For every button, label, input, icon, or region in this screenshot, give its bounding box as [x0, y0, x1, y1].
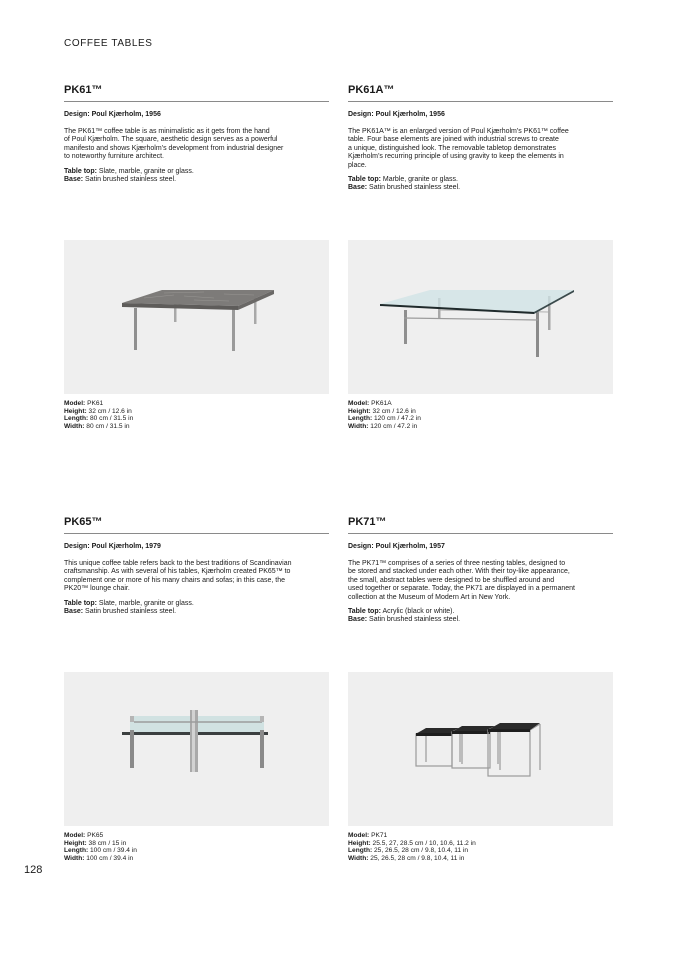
dimensions-pk61a: Model: PK61A Height: 32 cm / 12.6 in Length: 120 cm / 47.2 in Width: 120 cm / 47.2 in — [348, 400, 421, 430]
materials: Table top: Slate, marble, granite or glass. Base: Satin brushed stainless steel. — [64, 599, 194, 616]
divider — [348, 101, 613, 102]
divider — [64, 101, 329, 102]
product-description: The PK61A™ is an enlarged version of Poul Kjærholm’s PK61™ coffee table. Four base elements are joined with industrial screws to create a unique, distinguished look. The removable tabletop demonstrates Kjærholm’s recurring principle of using gravity to keep the elements in place. — [348, 128, 569, 169]
divider — [64, 533, 329, 534]
page-number: 128 — [24, 864, 43, 876]
designer-credit: Design: Poul Kjærholm, 1956 — [348, 111, 445, 118]
product-name: PK61A™ — [348, 84, 395, 96]
designer-credit: Design: Poul Kjærholm, 1956 — [64, 111, 161, 118]
product-photo-pk61a — [348, 240, 613, 394]
materials: Table top: Marble, granite or glass. Base: Satin brushed stainless steel. — [348, 176, 461, 192]
dimensions-pk65: Model: PK65 Height: 38 cm / 15 in Length: 100 cm / 39.4 in Width: 100 cm / 39.4 in — [64, 832, 137, 862]
product-pk65 — [64, 516, 329, 616]
product-photo-pk61 — [64, 240, 329, 394]
product-name: PK65™ — [64, 516, 103, 528]
designer-credit: Design: Poul Kjærholm, 1957 — [348, 543, 445, 550]
divider — [348, 533, 613, 534]
product-photo-pk65 — [64, 672, 329, 826]
product-name: PK61™ — [64, 84, 103, 96]
dimensions-pk71: Model: PK71 Height: 25.5, 27, 28.5 cm / 10, 10.6, 11.2 in Length: 25, 26.5, 28 cm / 9.8, 10.4, 11 in Width: 25, 26.5, 28 cm / 9.8, 10.4, 11 in — [348, 832, 476, 862]
dimensions-pk61: Model: PK61 Height: 32 cm / 12.6 in Length: 80 cm / 31.5 in Width: 80 cm / 31.5 in — [64, 400, 134, 430]
product-pk71 — [348, 516, 613, 625]
designer-credit: Design: Poul Kjærholm, 1979 — [64, 543, 161, 550]
product-description: The PK61™ coffee table is as minimalistic as it gets from the hand of Poul Kjærholm. The square, aesthetic design serves as a powerful manifesto and shows Kjærholm’s development from industrial designer to noteworthy furniture architect. — [64, 128, 284, 161]
product-photo-pk71 — [348, 672, 613, 826]
product-pk61a — [348, 84, 613, 193]
materials: Table top: Acrylic (black or white). Base: Satin brushed stainless steel. — [348, 608, 461, 624]
product-pk61 — [64, 84, 329, 184]
product-name: PK71™ — [348, 516, 387, 528]
materials: Table top: Slate, marble, granite or glass. Base: Satin brushed stainless steel. — [64, 167, 194, 184]
product-description: This unique coffee table refers back to the best traditions of Scandinavian craftsmanship. As with several of his tables, Kjærholm created PK65™ to complement one or more of his many chairs and sofas; in this case, the PK20™ lounge chair. — [64, 560, 292, 593]
product-description: The PK71™ comprises of a series of three nesting tables, designed to be stored and stacked under each other. With their toy-like appearance, the small, abstract tables were designed to be shuffled around and used together or separate. Today, the PK71 are displayed in a permanent collection at the Museum of Modern Art in New York. — [348, 560, 576, 601]
section-title: COFFEE TABLES — [64, 38, 153, 49]
